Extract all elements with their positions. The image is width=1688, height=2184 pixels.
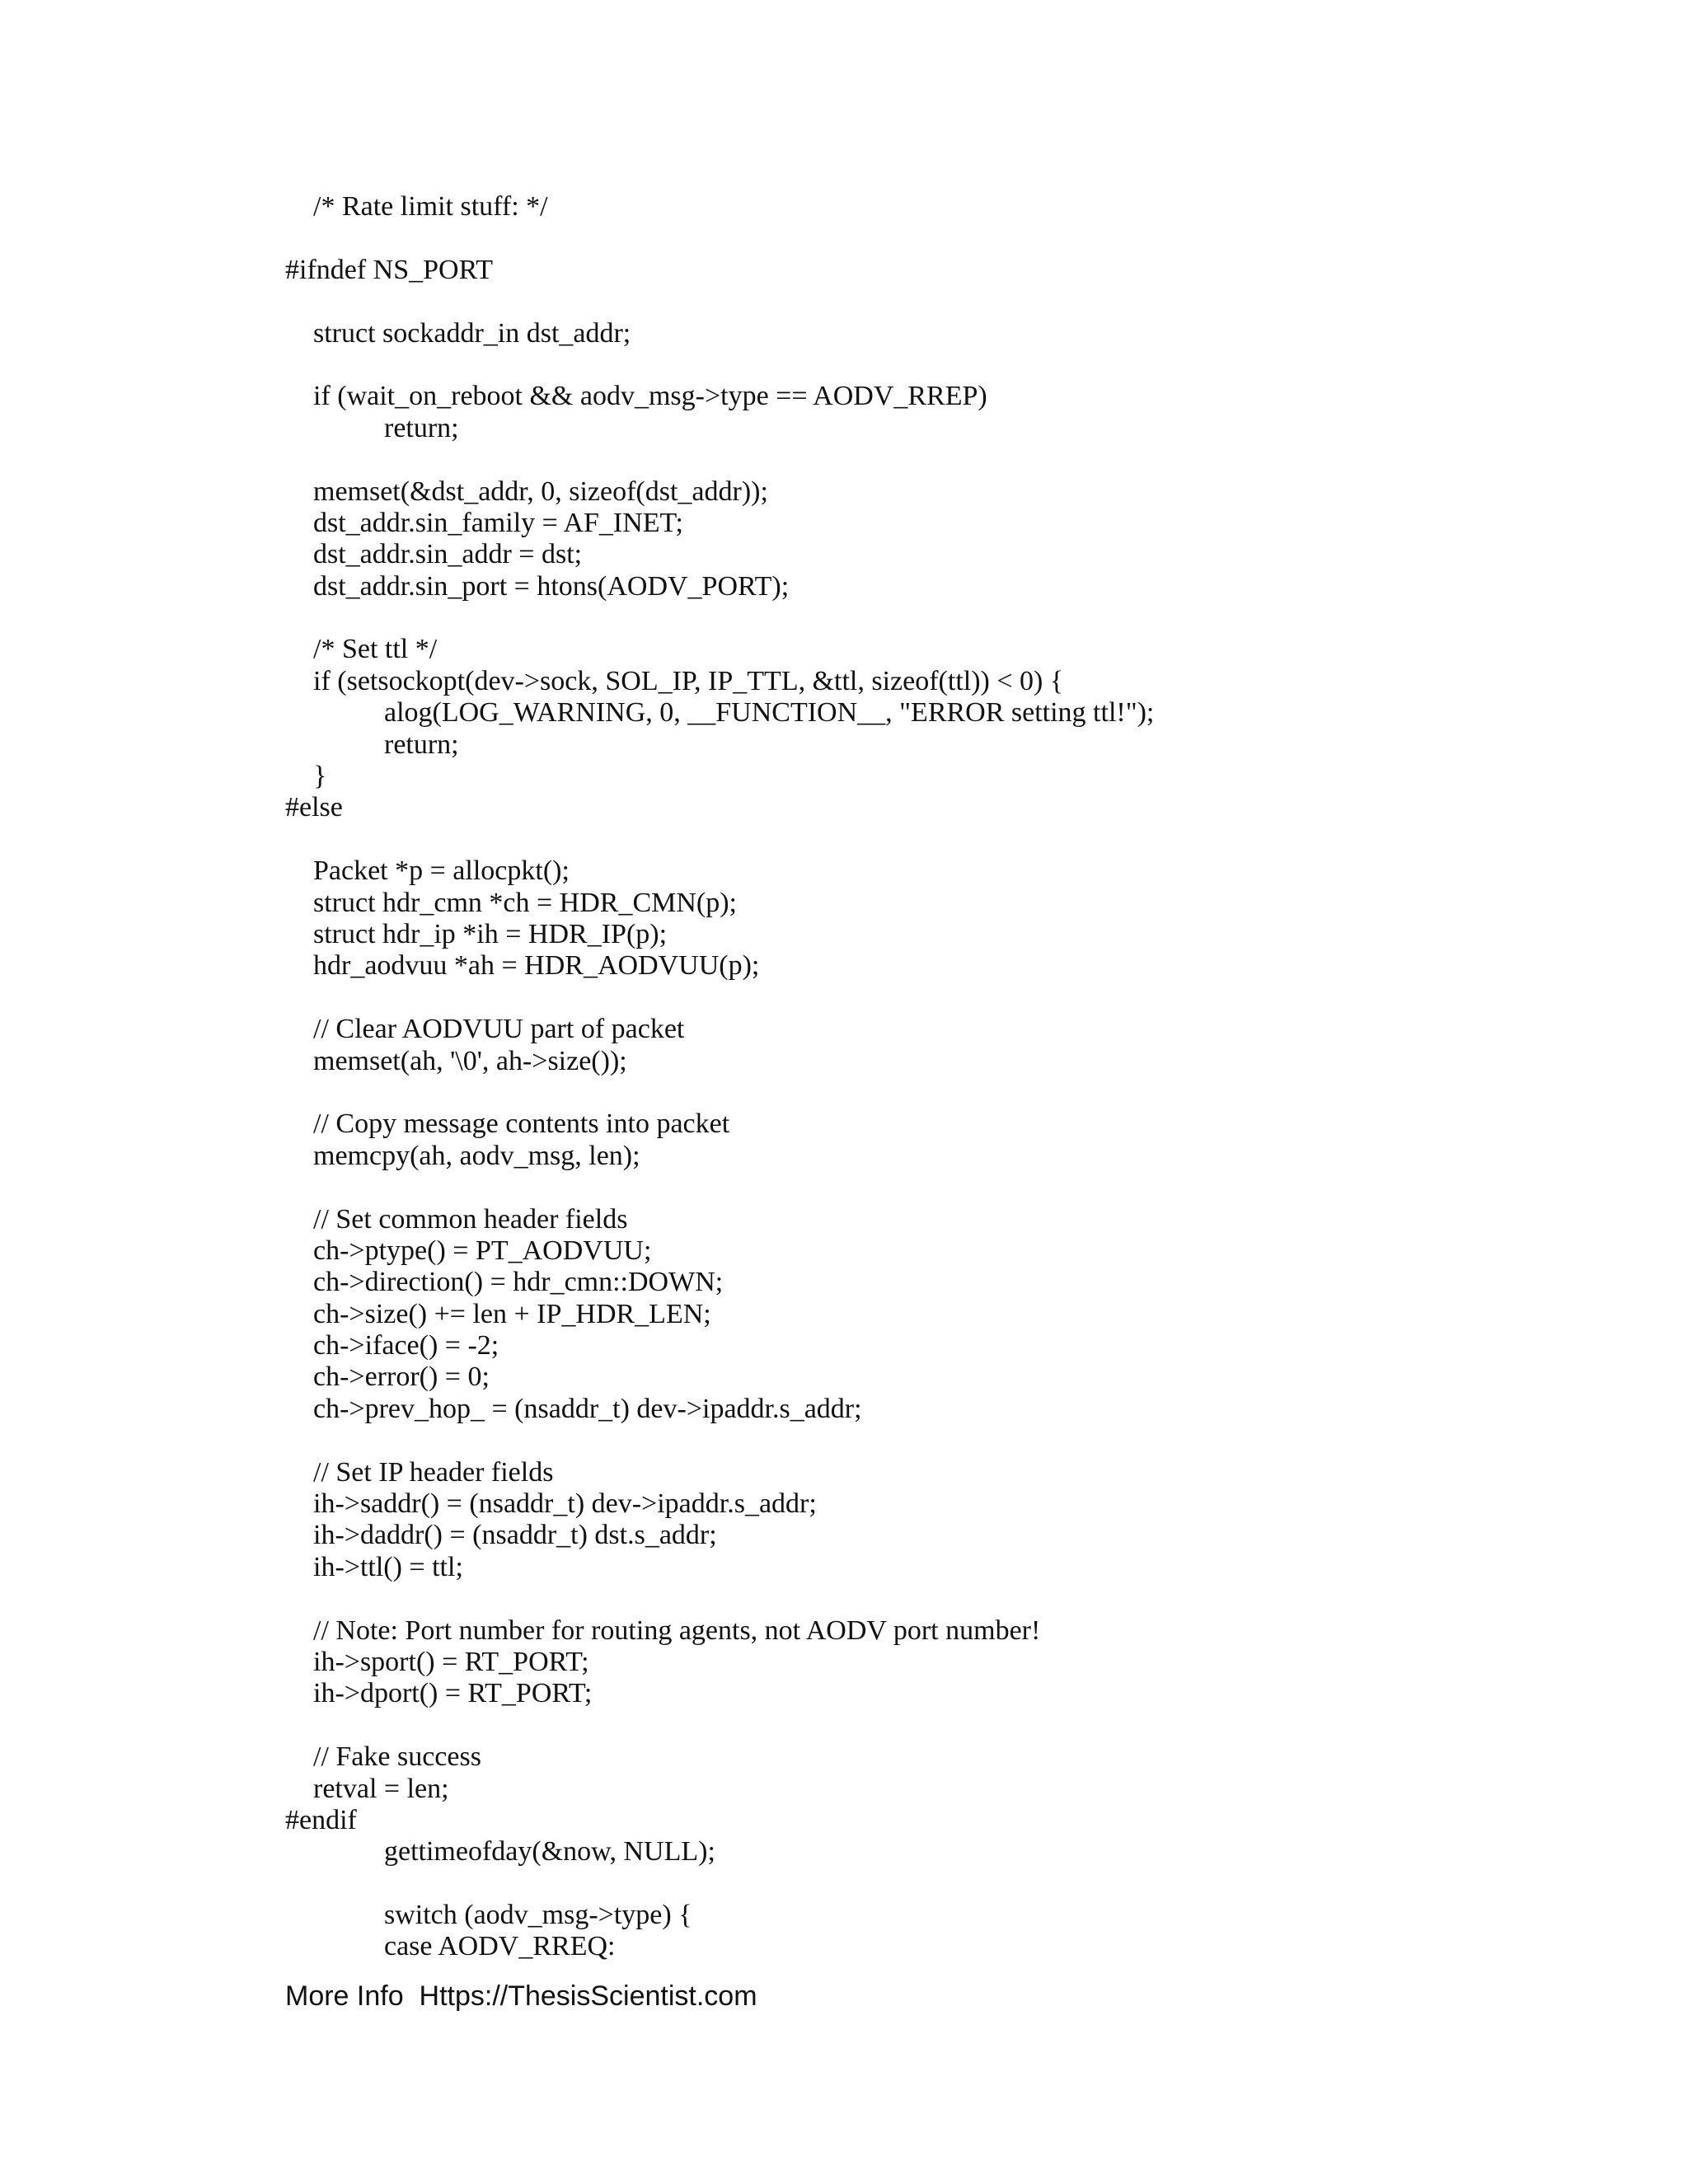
blank-line [0, 286, 1688, 317]
code-line: dst_addr.sin_family = AF_INET; [313, 507, 683, 538]
code-line: ch->size() += len + IP_HDR_LEN; [313, 1298, 711, 1329]
blank-line [0, 223, 1688, 254]
code-line: ch->ptype() = PT_AODVUU; [313, 1235, 652, 1266]
code-line: struct hdr_cmn *ch = HDR_CMN(p); [313, 887, 738, 918]
code-line: ch->direction() = hdr_cmn::DOWN; [313, 1267, 724, 1298]
code-block [0, 191, 1688, 1963]
code-line: #ifndef NS_PORT [285, 254, 494, 285]
code-line: hdr_aodvuu *ah = HDR_AODVUU(p); [313, 950, 760, 982]
code-line: ih->saddr() = (nsaddr_t) dev->ipaddr.s_addr; [313, 1488, 817, 1520]
code-line: // Set common header fields [313, 1203, 628, 1235]
code-line: // Copy message contents into packet [313, 1108, 730, 1140]
blank-line [0, 602, 1688, 634]
code-line: #endif [285, 1804, 357, 1835]
code-line: ch->iface() = -2; [313, 1330, 499, 1361]
blank-line [0, 1425, 1688, 1456]
code-line: // Note: Port number for routing agents, not AODV port number! [313, 1615, 1041, 1646]
code-line: gettimeofday(&now, NULL); [384, 1836, 715, 1868]
code-line: return; [384, 412, 459, 443]
code-line: /* Set ttl */ [313, 634, 438, 665]
blank-line [0, 1710, 1688, 1741]
code-line: ch->error() = 0; [313, 1361, 490, 1393]
code-line: /* Rate limit stuff: */ [313, 191, 548, 222]
code-line: dst_addr.sin_port = htons(AODV_PORT); [313, 570, 790, 602]
code-line: Packet *p = allocpkt(); [313, 855, 570, 887]
code-line: ih->daddr() = (nsaddr_t) dst.s_addr; [313, 1520, 717, 1551]
blank-line [0, 1077, 1688, 1108]
code-line: ih->ttl() = ttl; [313, 1551, 463, 1582]
blank-line [0, 1868, 1688, 1900]
code-line: // Fake success [313, 1741, 481, 1773]
code-line: struct hdr_ip *ih = HDR_IP(p); [313, 918, 668, 949]
footer-link-text: More Info Https://ThesisScientist.com [285, 1980, 757, 2012]
blank-line [0, 824, 1688, 855]
code-line: memcpy(ah, aodv_msg, len); [313, 1140, 640, 1171]
code-line: case AODV_RREQ: [384, 1931, 616, 1962]
blank-line [0, 1583, 1688, 1615]
code-line: memset(&dst_addr, 0, sizeof(dst_addr)); [313, 476, 768, 507]
code-line: alog(LOG_WARNING, 0, __FUNCTION__, "ERROR setting ttl!"); [384, 697, 1155, 729]
code-line: #else [285, 792, 343, 823]
blank-line [0, 1172, 1688, 1203]
code-line: retval = len; [313, 1773, 449, 1804]
code-line: memset(ah, '\0', ah->size()); [313, 1045, 627, 1076]
blank-line [0, 349, 1688, 381]
code-line: struct sockaddr_in dst_addr; [313, 317, 631, 349]
code-line: // Clear AODVUU part of packet [313, 1014, 685, 1045]
code-line: if (setsockopt(dev->sock, SOL_IP, IP_TTL, &ttl, sizeof(ttl)) < 0) { [313, 665, 1064, 696]
code-line: return; [384, 729, 459, 760]
code-line: ch->prev_hop_ = (nsaddr_t) dev->ipaddr.s_addr; [313, 1393, 862, 1424]
code-line: ih->dport() = RT_PORT; [313, 1678, 593, 1709]
code-line: } [313, 761, 327, 792]
blank-line [0, 444, 1688, 476]
code-line: switch (aodv_msg->type) { [384, 1900, 692, 1931]
code-line: // Set IP header fields [313, 1456, 554, 1488]
code-line: if (wait_on_reboot && aodv_msg->type == AODV_RREP) [313, 381, 987, 412]
code-line: dst_addr.sin_addr = dst; [313, 539, 583, 570]
code-line: ih->sport() = RT_PORT; [313, 1646, 589, 1677]
blank-line [0, 982, 1688, 1014]
